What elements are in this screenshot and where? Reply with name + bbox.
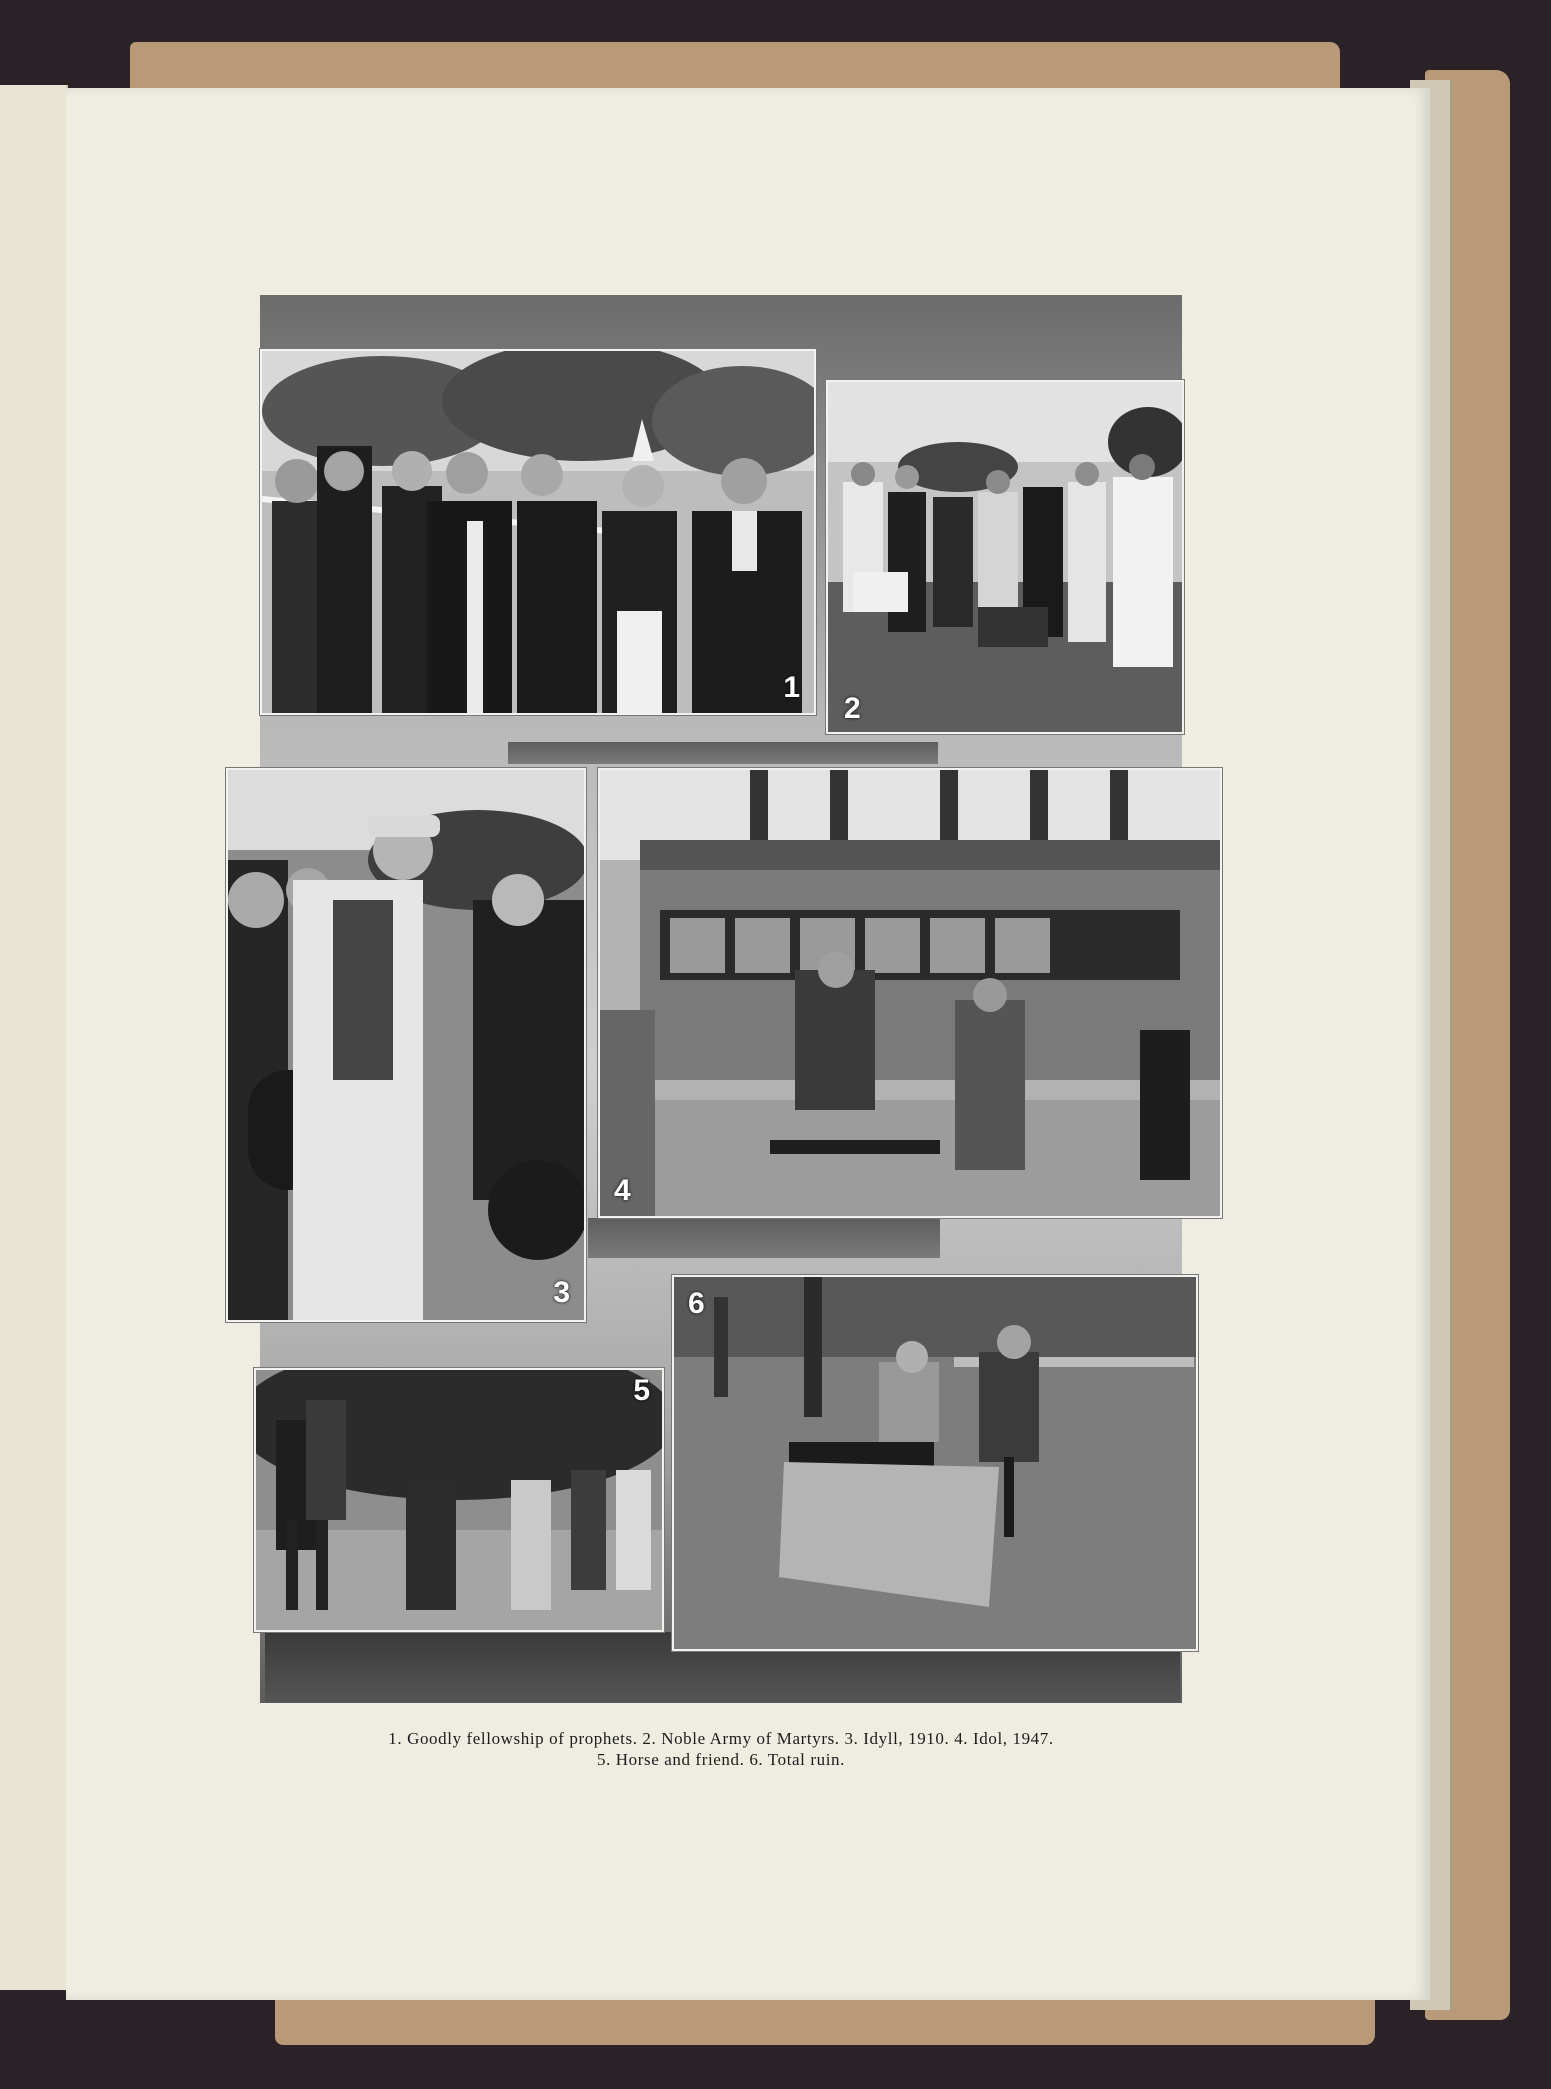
photo-horse-and-friend — [254, 1368, 664, 1632]
caption-line: 1. Goodly fellowship of prophets. 2. Noble Army of Martyrs. 3. Idyll, 1910. 4. Idol, 1947. — [388, 1729, 1054, 1748]
photo-prophets — [260, 349, 816, 715]
photo-idyll — [226, 768, 586, 1322]
plate-shadow-band — [508, 742, 938, 764]
photo-total-ruin — [672, 1275, 1198, 1651]
facing-page-edge — [0, 85, 68, 1990]
photo-captions — [260, 1728, 1182, 1770]
photo-number: 5 — [633, 1374, 650, 1407]
photo-number: 1 — [783, 671, 800, 704]
photo-number: 3 — [553, 1276, 570, 1309]
photo-number: 2 — [844, 692, 861, 725]
caption-line: 5. Horse and friend. 6. Total ruin. — [596, 1750, 845, 1769]
photo-idol — [598, 768, 1222, 1218]
photo-martyrs — [826, 380, 1184, 734]
photo-number: 6 — [688, 1287, 705, 1320]
photo-number: 4 — [614, 1174, 631, 1207]
plate-shadow-band — [588, 1218, 940, 1258]
